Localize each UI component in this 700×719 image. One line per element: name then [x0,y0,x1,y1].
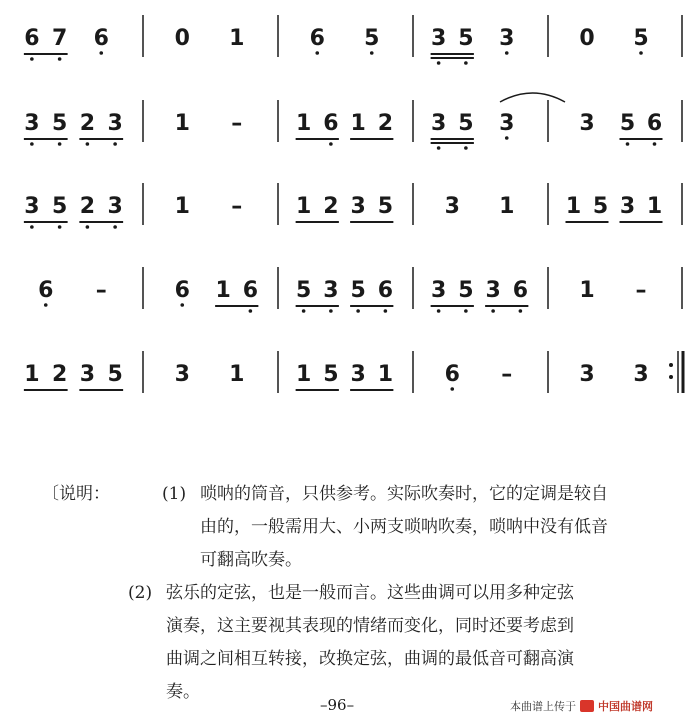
note: 5 [458,111,474,136]
note: 3 [350,362,366,387]
octave-dot [44,303,48,307]
note: 2 [323,194,339,219]
octave-dot [437,309,441,313]
watermark-site: 中国曲谱网 [598,700,653,713]
note: 5 [364,26,380,51]
octave-dot [384,309,388,313]
note: 1 [377,362,394,387]
note: 5 [51,111,68,136]
note-item-1 [42,478,692,577]
watermark-text: 本曲谱上传于 [510,700,576,713]
octave-dot [464,309,468,313]
note: 3 [174,362,190,387]
note: 6 [377,278,394,303]
note: 5 [592,194,609,219]
octave-dot [329,309,333,313]
note: 1 [24,362,40,387]
note: – [635,278,647,303]
note: 1 [215,278,231,303]
note: 5 [295,278,312,303]
octave-dot [329,142,333,146]
note: 0 [174,26,190,51]
note: 3 [24,194,40,219]
note: 3 [579,111,595,136]
octave-dot [464,61,468,65]
note: 3 [499,26,515,51]
notes-label: 〔说明： [42,484,110,504]
note: 3 [79,362,96,387]
note: 7 [51,26,68,51]
note: 1 [229,26,245,51]
note: 1 [565,194,582,219]
note-line: 曲调之间相互转接，改换定弦，曲调的最低音可翻高演 [166,649,574,669]
note-line: 奏。 [166,682,200,702]
note: 3 [633,362,649,387]
octave-dot [437,146,441,150]
octave-dot [315,51,319,55]
note: 6 [444,362,460,387]
note: 3 [579,362,595,387]
note: 1 [295,362,312,387]
note: 6 [93,26,109,51]
note: 1 [579,278,595,303]
note: 2 [79,111,96,136]
note: 3 [619,194,636,219]
note: 5 [377,194,394,219]
octave-dot [30,142,34,146]
octave-dot [653,142,657,146]
octave-dot [639,51,643,55]
octave-dot [491,309,495,313]
octave-dot [626,142,630,146]
octave-dot [30,225,34,229]
octave-dot [464,146,468,150]
note: 3 [430,26,447,51]
note: 5 [619,111,636,136]
note: 6 [174,278,190,303]
note: 1 [646,194,663,219]
note: 6 [38,278,54,303]
note: – [231,194,243,219]
note: 3 [350,194,366,219]
octave-dot [58,142,62,146]
octave-dot [302,309,306,313]
octave-dot [249,309,253,313]
note-line: 唢呐的筒音，只供参考。实际吹奏时，它的定调是较自 [200,484,608,504]
note: 2 [51,362,68,387]
note: 3 [499,111,515,136]
octave-dot [30,57,34,61]
note-number: (2) [128,583,153,603]
note: 1 [295,111,312,136]
octave-dot [450,387,454,391]
note: 1 [174,194,190,219]
note: 6 [512,278,529,303]
note: 1 [499,194,515,219]
note: 5 [458,26,474,51]
note: 3 [107,111,123,136]
repeat-dot [669,363,673,367]
note: – [95,278,107,303]
octave-dot [99,51,103,55]
note: 2 [377,111,394,136]
note: 6 [309,26,325,51]
note: 3 [430,111,447,136]
note-line: 由的，一般需用大、小两支唢呐吹奏，唢呐中没有低音 [200,517,608,537]
octave-dot [356,309,360,313]
note-line: 弦乐的定弦，也是一般而言。这些曲调可以用多种定弦 [166,583,574,603]
note: 2 [79,194,96,219]
note: 6 [646,111,663,136]
octave-dot [86,225,90,229]
octave-dot [519,309,523,313]
note: 6 [24,26,40,51]
note-number: (1) [162,484,187,504]
note: 5 [323,362,339,387]
repeat-dot [669,375,673,379]
note: 3 [107,194,123,219]
note: 3 [24,111,40,136]
note-line: 演奏，这主要视其表现的情绪而变化，同时还要考虑到 [166,616,574,636]
note: 5 [458,278,474,303]
octave-dot [180,303,184,307]
note: – [501,362,513,387]
octave-dot [505,51,509,55]
octave-dot [505,136,509,140]
watermark [510,698,653,714]
note: 1 [350,111,366,136]
note: 5 [350,278,366,303]
tie-arc [500,93,565,102]
note: 5 [107,362,123,387]
octave-dot [86,142,90,146]
octave-dot [58,57,62,61]
site-logo-icon [580,700,594,712]
note: 5 [51,194,68,219]
note: – [231,111,243,136]
octave-dot [58,225,62,229]
explanation-notes [42,478,692,709]
octave-dot [113,142,117,146]
note: 1 [229,362,245,387]
note: 3 [430,278,447,303]
note: 6 [323,111,339,136]
note: 3 [485,278,501,303]
note: 6 [242,278,259,303]
octave-dot [437,61,441,65]
octave-dot [113,225,117,229]
octave-dot [370,51,374,55]
note-line: 可翻高吹奏。 [200,550,302,570]
note: 3 [444,194,460,219]
note: 3 [323,278,339,303]
note: 1 [174,111,190,136]
note: 1 [295,194,312,219]
note-item-2 [42,577,692,709]
note: 0 [579,26,595,51]
note: 5 [633,26,649,51]
page-number: –96– [320,696,355,714]
